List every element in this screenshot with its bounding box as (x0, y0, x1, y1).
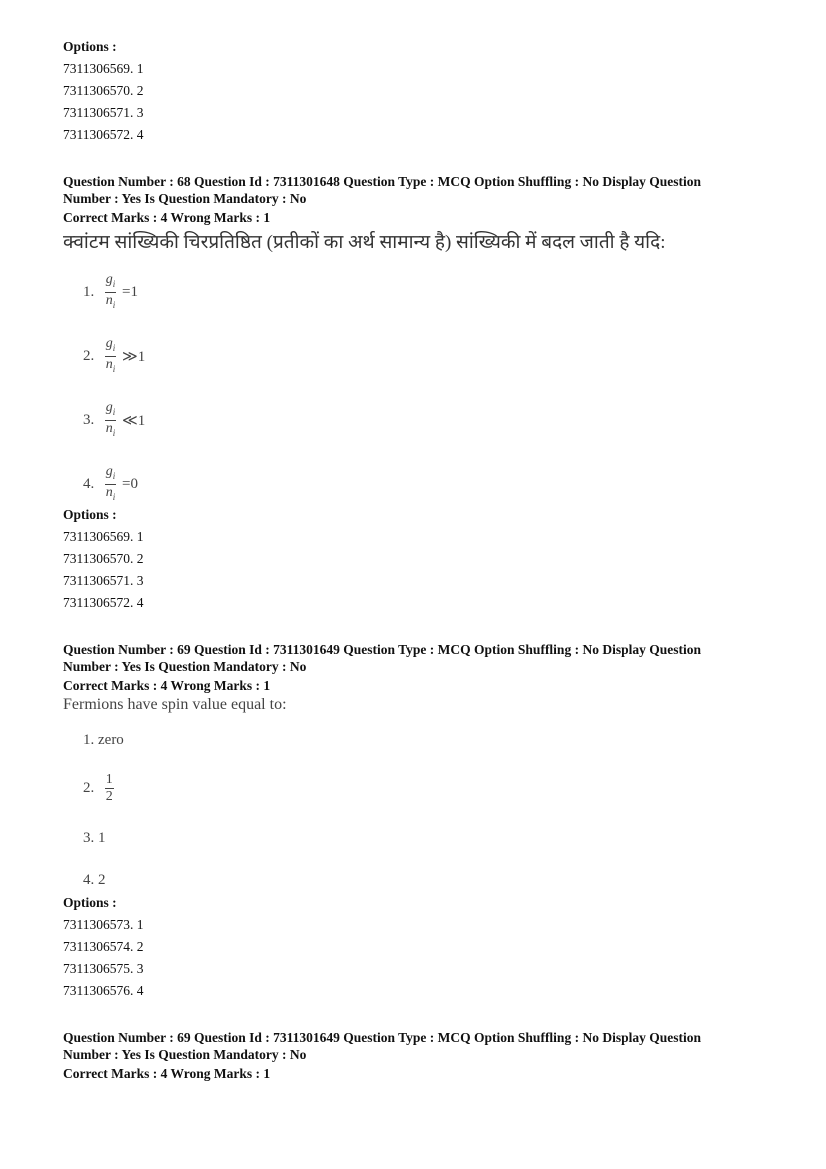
choice-fraction: $\frac{g_i}{n_i}$ (105, 400, 116, 438)
choice-fraction: $\frac{g_i}{n_i}$ (105, 336, 116, 374)
choice-item (83, 772, 763, 830)
choice-fraction: $\frac{1}{2}$ (105, 772, 113, 804)
option-item: 7311306569. 1 (63, 529, 144, 544)
choice-number: 3. (83, 411, 95, 428)
option-item: 7311306570. 2 (63, 551, 144, 566)
choice-item: 1. zero (83, 732, 124, 748)
question-69-repeat (63, 1029, 763, 1082)
question-meta-line2: Number : Yes Is Question Mandatory : No (63, 1047, 307, 1062)
choice-item (83, 272, 763, 336)
choice-item (83, 336, 763, 400)
option-item: 7311306572. 4 (63, 127, 144, 142)
question-meta-line2: Number : Yes Is Question Mandatory : No (63, 191, 307, 206)
choice-relation: =1 (122, 283, 138, 300)
question-meta-line1: Question Number : 69 Question Id : 7311301649 Question Type : MCQ Option Shuffling : No Display Question (63, 642, 701, 657)
choice-item (83, 464, 763, 504)
options-list (63, 526, 763, 614)
choice-fraction: $\frac{g_i}{n_i}$ (105, 272, 116, 310)
option-item: 7311306574. 2 (63, 939, 144, 954)
choice-item: 4. 2 (83, 872, 106, 888)
choice-number: 1. (83, 283, 95, 300)
options-label: Options : (63, 895, 117, 910)
question-marks: Correct Marks : 4 Wrong Marks : 1 (63, 210, 271, 225)
option-item: 7311306571. 3 (63, 573, 144, 588)
option-item: 7311306570. 2 (63, 83, 144, 98)
options-label: Options : (63, 507, 117, 522)
question-marks: Correct Marks : 4 Wrong Marks : 1 (63, 1066, 271, 1081)
options-list (63, 58, 763, 146)
option-item: 7311306571. 3 (63, 105, 144, 120)
question-marks: Correct Marks : 4 Wrong Marks : 1 (63, 678, 271, 693)
question-meta-line2: Number : Yes Is Question Mandatory : No (63, 659, 307, 674)
question-meta-line1: Question Number : 68 Question Id : 7311301648 Question Type : MCQ Option Shuffling : No Display Question (63, 174, 701, 189)
choice-number: 2. (83, 347, 95, 364)
option-item: 7311306572. 4 (63, 595, 144, 610)
question-text: Fermions have spin value equal to: (63, 696, 287, 713)
options-list (63, 914, 763, 1002)
option-item: 7311306575. 3 (63, 961, 144, 976)
question-meta-line1: Question Number : 69 Question Id : 7311301649 Question Type : MCQ Option Shuffling : No Display Question (63, 1030, 701, 1045)
choice-item: 3. 1 (83, 830, 106, 846)
choice-fraction: $\frac{g_i}{n_i}$ (105, 464, 116, 502)
question-text: क्वांटम सांख्यिकी चिरप्रतिष्ठित (प्रतीकों का अर्थ सामान्य है) सांख्यिकी में बदल जाती है यदि: (63, 232, 666, 253)
options-label: Options : (63, 39, 117, 54)
document-page (63, 38, 763, 1082)
choice-relation: =0 (122, 475, 138, 492)
choice-list (63, 272, 763, 504)
question-69 (63, 641, 763, 1002)
choice-relation: ≪1 (122, 412, 146, 429)
choice-relation: ≫1 (122, 348, 146, 365)
option-item: 7311306573. 1 (63, 917, 144, 932)
option-item: 7311306569. 1 (63, 61, 144, 76)
choice-item (83, 400, 763, 464)
choice-number: 4. (83, 475, 95, 492)
choice-list (63, 732, 763, 892)
option-item: 7311306576. 4 (63, 983, 144, 998)
question-68 (63, 173, 763, 614)
choice-number: 2. (83, 779, 95, 796)
